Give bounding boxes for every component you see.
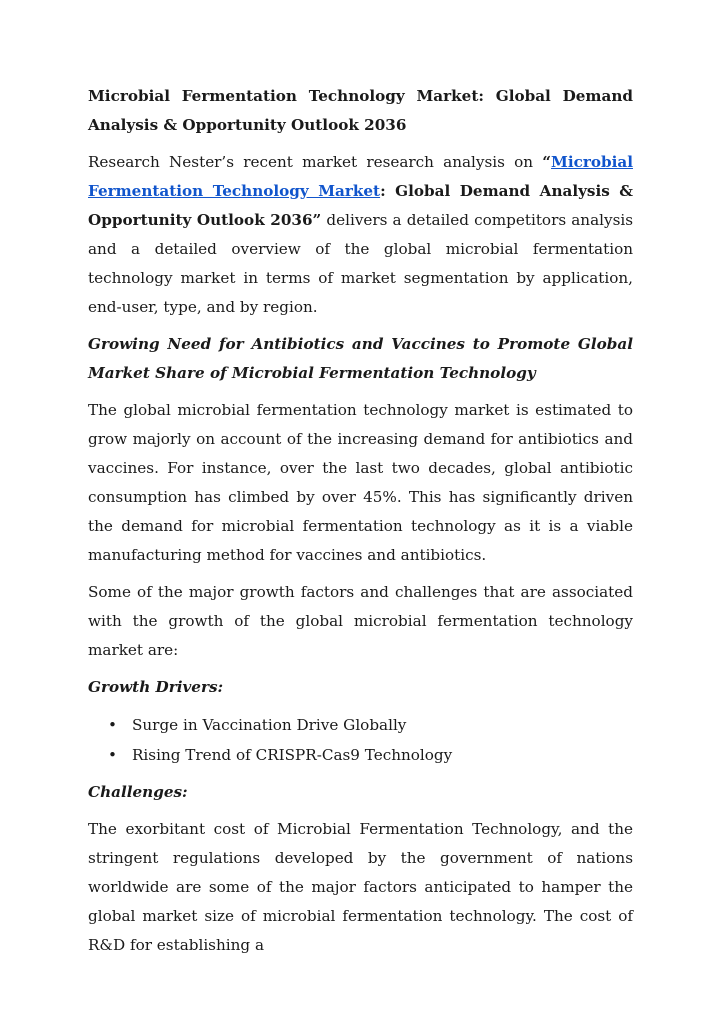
intro-quote-open: “ xyxy=(542,153,552,171)
intro-paragraph xyxy=(88,148,633,322)
market-report-link[interactable]: Microbial Fermentation Technology Market xyxy=(88,153,633,200)
list-item xyxy=(108,710,633,740)
bullet-icon: • xyxy=(108,746,117,764)
challenges-heading: Challenges: xyxy=(88,783,188,801)
growth-driver-text: Surge in Vaccination Drive Globally xyxy=(132,716,407,734)
document-title: Microbial Fermentation Technology Market: Global Demand Analysis & Opportunity Outlook 2036 xyxy=(88,87,633,134)
section-body-antibiotics: The global microbial fermentation technology market is estimated to grow majorly on account of the increasing demand for antibiotics and vaccines. For instance, over the last two decades, global antibiotic consumption has climbed by over 45%. This has significantly driven the demand for microbial fermentation technology as it is a viable manufacturing method for vaccines and antibiotics. xyxy=(88,401,633,564)
growth-drivers-list xyxy=(88,710,633,770)
intro-lead: Research Nester’s recent market research analysis on xyxy=(88,153,543,171)
growth-factors-intro: Some of the major growth factors and challenges that are associated with the growth of the global microbial fermentation technology market are: xyxy=(88,583,633,659)
intro-bold-rest: : Global Demand Analysis & Opportunity Outlook 2036” xyxy=(88,182,633,229)
list-item xyxy=(108,740,633,770)
document-page xyxy=(88,82,633,968)
growth-drivers-heading: Growth Drivers: xyxy=(88,678,224,696)
intro-tail: delivers a detailed competitors analysis and a detailed overview of the global microbial fermentation technology market in terms of market segmentation by application, end-user, type, and by region. xyxy=(88,211,634,316)
growth-driver-text: Rising Trend of CRISPR-Cas9 Technology xyxy=(132,746,453,764)
bullet-icon: • xyxy=(108,716,117,734)
challenges-body: The exorbitant cost of Microbial Fermentation Technology, and the stringent regulations developed by the government of nations worldwide are some of the major factors anticipated to hamper the global market size of microbial fermentation technology. The cost of R&D for establishing a xyxy=(88,820,633,954)
section-heading-antibiotics: Growing Need for Antibiotics and Vaccines to Promote Global Market Share of Microbial Fermentation Technology xyxy=(88,335,633,382)
